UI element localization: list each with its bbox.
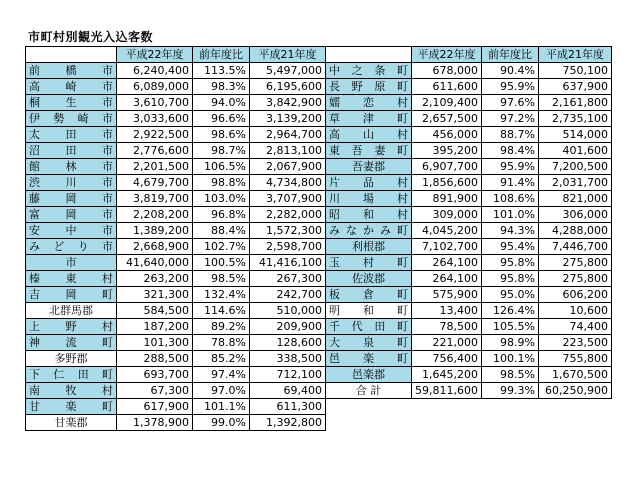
visitors-h22: 13,400 xyxy=(412,303,482,319)
right-table-row xyxy=(326,79,612,95)
visitors-h22: 3,610,700 xyxy=(117,95,193,111)
year-over-year-ratio: 96.8% xyxy=(193,207,250,223)
visitors-h22: 321,300 xyxy=(117,287,193,303)
right-table-row xyxy=(326,335,612,351)
right-table-row xyxy=(326,95,612,111)
year-over-year-ratio: 95.4% xyxy=(482,239,539,255)
visitors-h22: 4,045,200 xyxy=(412,223,482,239)
visitors-h22: 395,200 xyxy=(412,143,482,159)
year-over-year-ratio: 101.1% xyxy=(193,399,250,415)
visitors-h21: 4,288,000 xyxy=(539,223,612,239)
right-table-row xyxy=(326,383,612,399)
visitors-h22: 187,200 xyxy=(117,319,193,335)
municipality-name: 合 計 xyxy=(326,383,412,399)
visitors-h22: 2,657,500 xyxy=(412,111,482,127)
year-over-year-ratio: 132.4% xyxy=(193,287,250,303)
municipality-name: 千代田町 xyxy=(326,319,412,335)
municipality-name: 大泉町 xyxy=(326,335,412,351)
visitors-h21: 1,572,300 xyxy=(250,223,326,239)
visitors-h22: 1,378,900 xyxy=(117,415,193,431)
page-title: 市町村別観光入込客数 xyxy=(28,30,154,44)
year-over-year-ratio: 78.8% xyxy=(193,335,250,351)
left-table-row xyxy=(26,335,326,351)
year-over-year-ratio: 97.6% xyxy=(482,95,539,111)
year-over-year-ratio: 99.3% xyxy=(482,383,539,399)
year-over-year-ratio: 97.4% xyxy=(193,367,250,383)
visitors-h21: 242,700 xyxy=(250,287,326,303)
year-over-year-ratio: 95.9% xyxy=(482,159,539,175)
header-cell: 平成21年度 xyxy=(539,47,612,63)
left-table-row xyxy=(26,383,326,399)
visitors-h21: 41,416,100 xyxy=(250,255,326,271)
visitors-h21: 3,139,200 xyxy=(250,111,326,127)
municipality-name: みなかみ町 xyxy=(326,223,412,239)
visitors-h21: 2,067,900 xyxy=(250,159,326,175)
municipality-name: 甘楽町 xyxy=(26,399,117,415)
year-over-year-ratio: 106.5% xyxy=(193,159,250,175)
right-table-row xyxy=(326,351,612,367)
visitors-h22: 2,208,200 xyxy=(117,207,193,223)
municipality-name: 伊勢崎市 xyxy=(26,111,117,127)
visitors-h22: 617,900 xyxy=(117,399,193,415)
visitors-h22: 678,000 xyxy=(412,63,482,79)
municipality-name: 富岡市 xyxy=(26,207,117,223)
right-table-row xyxy=(326,127,612,143)
header-row xyxy=(26,47,326,63)
visitors-h21: 2,735,100 xyxy=(539,111,612,127)
visitors-h22: 7,102,700 xyxy=(412,239,482,255)
municipality-name: 安中市 xyxy=(26,223,117,239)
municipality-name: 甘楽郡 xyxy=(26,415,117,431)
visitors-h22: 263,200 xyxy=(117,271,193,287)
municipality-name: 沼田市 xyxy=(26,143,117,159)
municipality-name: 南牧村 xyxy=(26,383,117,399)
header-cell: 平成21年度 xyxy=(250,47,326,63)
year-over-year-ratio: 94.0% xyxy=(193,95,250,111)
municipality-name: 長野原町 xyxy=(326,79,412,95)
left-table-row xyxy=(26,239,326,255)
left-table-row xyxy=(26,351,326,367)
visitors-h21: 338,500 xyxy=(250,351,326,367)
year-over-year-ratio: 88.4% xyxy=(193,223,250,239)
right-table-row xyxy=(326,287,612,303)
visitors-h22: 3,033,600 xyxy=(117,111,193,127)
left-table xyxy=(25,46,326,431)
year-over-year-ratio: 108.6% xyxy=(482,191,539,207)
municipality-name: 明和町 xyxy=(326,303,412,319)
municipality-name: 渋川市 xyxy=(26,175,117,191)
municipality-name: 桐生市 xyxy=(26,95,117,111)
right-table-row xyxy=(326,143,612,159)
visitors-h21: 712,100 xyxy=(250,367,326,383)
municipality-name: 上野村 xyxy=(26,319,117,335)
visitors-h22: 41,640,000 xyxy=(117,255,193,271)
visitors-h21: 1,392,800 xyxy=(250,415,326,431)
year-over-year-ratio: 98.8% xyxy=(193,175,250,191)
left-table-row xyxy=(26,127,326,143)
left-table-row xyxy=(26,79,326,95)
visitors-h21: 7,446,700 xyxy=(539,239,612,255)
left-table-row xyxy=(26,159,326,175)
visitors-h21: 2,031,700 xyxy=(539,175,612,191)
visitors-h22: 1,389,200 xyxy=(117,223,193,239)
right-table-row xyxy=(326,239,612,255)
visitors-h21: 3,842,900 xyxy=(250,95,326,111)
year-over-year-ratio: 88.7% xyxy=(482,127,539,143)
visitors-h21: 514,000 xyxy=(539,127,612,143)
year-over-year-ratio: 85.2% xyxy=(193,351,250,367)
header-cell: 平成22年度 xyxy=(412,47,482,63)
visitors-h22: 693,700 xyxy=(117,367,193,383)
year-over-year-ratio: 98.4% xyxy=(482,143,539,159)
visitors-h22: 4,679,700 xyxy=(117,175,193,191)
visitors-h22: 264,100 xyxy=(412,271,482,287)
left-table-row xyxy=(26,319,326,335)
year-over-year-ratio: 97.2% xyxy=(482,111,539,127)
left-table-row xyxy=(26,191,326,207)
visitors-h22: 288,500 xyxy=(117,351,193,367)
visitors-h21: 4,734,800 xyxy=(250,175,326,191)
visitors-h21: 1,670,500 xyxy=(539,367,612,383)
municipality-name: 高崎市 xyxy=(26,79,117,95)
visitors-h21: 6,195,600 xyxy=(250,79,326,95)
visitors-h21: 755,800 xyxy=(539,351,612,367)
left-table-row xyxy=(26,95,326,111)
header-cell: 前年度比 xyxy=(482,47,539,63)
municipality-name: 太田市 xyxy=(26,127,117,143)
header-blank-cell xyxy=(326,47,412,63)
year-over-year-ratio: 113.5% xyxy=(193,63,250,79)
right-table-row xyxy=(326,111,612,127)
visitors-h21: 209,900 xyxy=(250,319,326,335)
visitors-h21: 2,964,700 xyxy=(250,127,326,143)
year-over-year-ratio: 98.7% xyxy=(193,143,250,159)
municipality-name: 板倉町 xyxy=(326,287,412,303)
municipality-name: 多野郡 xyxy=(26,351,117,367)
right-table-row xyxy=(326,191,612,207)
left-table-row xyxy=(26,255,326,271)
year-over-year-ratio: 100.5% xyxy=(193,255,250,271)
left-table-row xyxy=(26,175,326,191)
left-table-row xyxy=(26,111,326,127)
header-blank-cell xyxy=(26,47,117,63)
visitors-h21: 750,100 xyxy=(539,63,612,79)
municipality-name: 北群馬郡 xyxy=(26,303,117,319)
visitors-h21: 223,500 xyxy=(539,335,612,351)
municipality-name: 下仁田町 xyxy=(26,367,117,383)
right-table-row xyxy=(326,63,612,79)
visitors-h22: 221,000 xyxy=(412,335,482,351)
right-table-row xyxy=(326,159,612,175)
visitors-h21: 5,497,000 xyxy=(250,63,326,79)
visitors-h22: 2,922,500 xyxy=(117,127,193,143)
municipality-name: 高山村 xyxy=(326,127,412,143)
municipality-name: 佐波郡 xyxy=(326,271,412,287)
municipality-name: 吉岡町 xyxy=(26,287,117,303)
year-over-year-ratio: 98.6% xyxy=(193,127,250,143)
visitors-h22: 584,500 xyxy=(117,303,193,319)
municipality-name: みどり市 xyxy=(26,239,117,255)
year-over-year-ratio: 102.7% xyxy=(193,239,250,255)
municipality-name: 市 xyxy=(26,255,117,271)
visitors-h21: 3,707,900 xyxy=(250,191,326,207)
visitors-h21: 510,000 xyxy=(250,303,326,319)
year-over-year-ratio: 95.9% xyxy=(482,79,539,95)
year-over-year-ratio: 96.6% xyxy=(193,111,250,127)
visitors-h21: 821,000 xyxy=(539,191,612,207)
municipality-name: 館林市 xyxy=(26,159,117,175)
year-over-year-ratio: 105.5% xyxy=(482,319,539,335)
year-over-year-ratio: 97.0% xyxy=(193,383,250,399)
municipality-name: 草津町 xyxy=(326,111,412,127)
visitors-h21: 275,800 xyxy=(539,271,612,287)
visitors-h22: 1,645,200 xyxy=(412,367,482,383)
year-over-year-ratio: 94.3% xyxy=(482,223,539,239)
right-table-row xyxy=(326,223,612,239)
visitors-h21: 2,282,000 xyxy=(250,207,326,223)
left-table-row xyxy=(26,271,326,287)
municipality-name: 嬬恋村 xyxy=(326,95,412,111)
left-table-row xyxy=(26,287,326,303)
year-over-year-ratio: 98.3% xyxy=(193,79,250,95)
visitors-h22: 59,811,600 xyxy=(412,383,482,399)
visitors-h22: 2,668,900 xyxy=(117,239,193,255)
municipality-name: 邑楽町 xyxy=(326,351,412,367)
municipality-name: 玉村町 xyxy=(326,255,412,271)
visitors-h22: 756,400 xyxy=(412,351,482,367)
visitors-h22: 2,109,400 xyxy=(412,95,482,111)
year-over-year-ratio: 101.0% xyxy=(482,207,539,223)
visitors-h22: 2,776,600 xyxy=(117,143,193,159)
right-table-row xyxy=(326,319,612,335)
visitors-h21: 60,250,900 xyxy=(539,383,612,399)
header-cell: 平成22年度 xyxy=(117,47,193,63)
left-table-row xyxy=(26,223,326,239)
municipality-name: 昭和村 xyxy=(326,207,412,223)
visitors-h22: 1,856,600 xyxy=(412,175,482,191)
year-over-year-ratio: 98.5% xyxy=(482,367,539,383)
visitors-h21: 2,598,700 xyxy=(250,239,326,255)
right-table-row xyxy=(326,175,612,191)
visitors-h21: 267,300 xyxy=(250,271,326,287)
visitors-h21: 74,400 xyxy=(539,319,612,335)
year-over-year-ratio: 103.0% xyxy=(193,191,250,207)
visitors-h21: 2,813,100 xyxy=(250,143,326,159)
visitors-h21: 128,600 xyxy=(250,335,326,351)
municipality-name: 片品村 xyxy=(326,175,412,191)
year-over-year-ratio: 100.1% xyxy=(482,351,539,367)
visitors-h22: 6,240,400 xyxy=(117,63,193,79)
year-over-year-ratio: 114.6% xyxy=(193,303,250,319)
visitors-h21: 69,400 xyxy=(250,383,326,399)
year-over-year-ratio: 89.2% xyxy=(193,319,250,335)
year-over-year-ratio: 91.4% xyxy=(482,175,539,191)
left-table-row xyxy=(26,303,326,319)
municipality-name: 東吾妻町 xyxy=(326,143,412,159)
visitors-h22: 611,600 xyxy=(412,79,482,95)
municipality-name: 利根郡 xyxy=(326,239,412,255)
municipality-name: 神流町 xyxy=(26,335,117,351)
visitors-h21: 2,161,800 xyxy=(539,95,612,111)
year-over-year-ratio: 98.5% xyxy=(193,271,250,287)
left-table-row xyxy=(26,399,326,415)
visitors-h22: 264,100 xyxy=(412,255,482,271)
municipality-name: 榛東村 xyxy=(26,271,117,287)
municipality-name: 藤岡市 xyxy=(26,191,117,207)
municipality-name: 川場村 xyxy=(326,191,412,207)
visitors-h21: 611,300 xyxy=(250,399,326,415)
right-table-row xyxy=(326,367,612,383)
visitors-h22: 309,000 xyxy=(412,207,482,223)
right-table-row xyxy=(326,271,612,287)
year-over-year-ratio: 90.4% xyxy=(482,63,539,79)
visitors-h22: 2,201,500 xyxy=(117,159,193,175)
right-table-row xyxy=(326,255,612,271)
municipality-name: 邑楽郡 xyxy=(326,367,412,383)
visitors-h21: 606,200 xyxy=(539,287,612,303)
header-cell: 前年度比 xyxy=(193,47,250,63)
left-table-row xyxy=(26,143,326,159)
visitors-h22: 67,300 xyxy=(117,383,193,399)
visitors-h22: 6,089,000 xyxy=(117,79,193,95)
visitors-h22: 6,907,700 xyxy=(412,159,482,175)
visitors-h21: 10,600 xyxy=(539,303,612,319)
visitors-h22: 101,300 xyxy=(117,335,193,351)
visitors-h21: 401,600 xyxy=(539,143,612,159)
municipality-name: 前橋市 xyxy=(26,63,117,79)
right-table xyxy=(325,46,612,399)
municipality-name: 中之条町 xyxy=(326,63,412,79)
year-over-year-ratio: 98.9% xyxy=(482,335,539,351)
visitors-h22: 575,900 xyxy=(412,287,482,303)
year-over-year-ratio: 95.8% xyxy=(482,271,539,287)
left-table-row xyxy=(26,63,326,79)
left-table-row xyxy=(26,207,326,223)
visitors-h22: 456,000 xyxy=(412,127,482,143)
header-row xyxy=(326,47,612,63)
year-over-year-ratio: 95.8% xyxy=(482,255,539,271)
visitors-h22: 3,819,700 xyxy=(117,191,193,207)
year-over-year-ratio: 126.4% xyxy=(482,303,539,319)
municipality-name: 吾妻郡 xyxy=(326,159,412,175)
visitors-h21: 637,900 xyxy=(539,79,612,95)
visitors-h22: 891,900 xyxy=(412,191,482,207)
visitors-h21: 306,000 xyxy=(539,207,612,223)
visitors-h21: 275,800 xyxy=(539,255,612,271)
visitors-h21: 7,200,500 xyxy=(539,159,612,175)
visitors-h22: 78,500 xyxy=(412,319,482,335)
right-table-row xyxy=(326,207,612,223)
year-over-year-ratio: 99.0% xyxy=(193,415,250,431)
right-table-row xyxy=(326,303,612,319)
year-over-year-ratio: 95.0% xyxy=(482,287,539,303)
left-table-row xyxy=(26,367,326,383)
left-table-row xyxy=(26,415,326,431)
